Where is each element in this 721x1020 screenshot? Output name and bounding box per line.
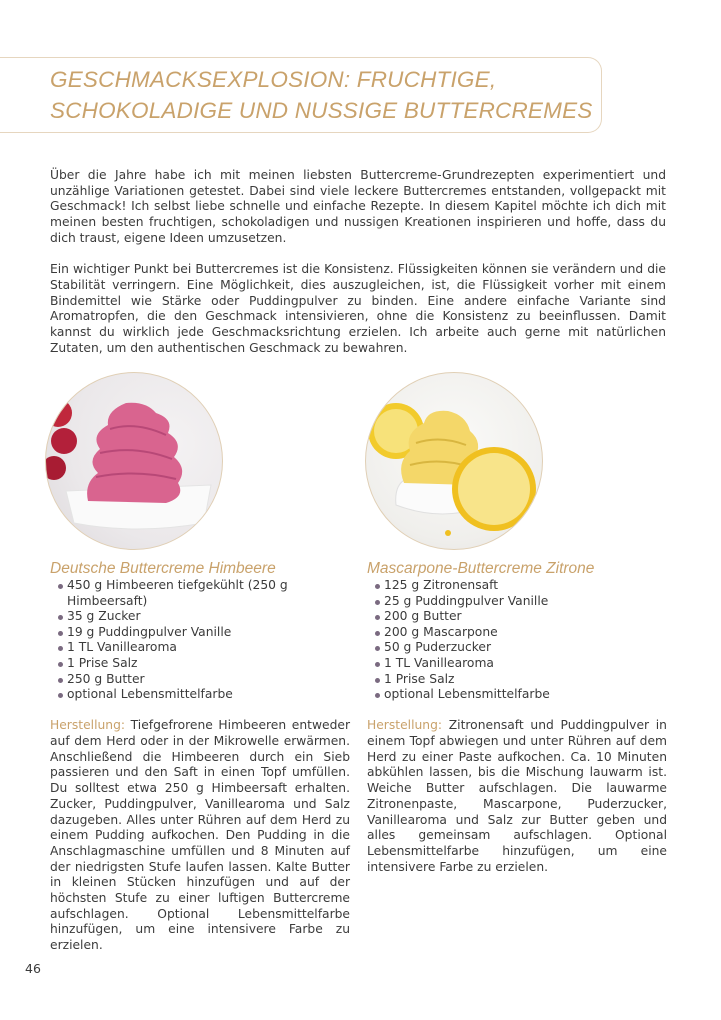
intro-text [50, 168, 666, 372]
list-item: optional Lebensmittelfarbe [375, 687, 667, 703]
lemon-buttercream-photo [365, 372, 543, 550]
list-item: 35 g Zucker [58, 609, 350, 625]
list-item: 200 g Mascarpone [375, 625, 667, 641]
preparation-label: Herstellung: [367, 718, 443, 733]
list-item: 250 g Butter [58, 672, 350, 688]
title-line-1: GESCHMACKSEXPLOSION: FRUCHTIGE, [50, 67, 497, 92]
list-item: 450 g Himbeeren tiefgekühlt (250 g Himbeersaft) [58, 578, 350, 609]
ingredient-list [375, 578, 667, 703]
list-item: 1 TL Vanillearoma [58, 640, 350, 656]
recipe-title: Mascarpone-Buttercreme Zitrone [367, 560, 595, 577]
preparation-body: Zitronensaft und Puddingpulver in einem Topf abwiegen und unter Rühren auf dem Herd zu einer Paste aufkochen. Ca. 10 Minuten abkühlen lassen, bis die Mischung lauwarm ist. Weiche Butter aufschlagen. Die lauwarme Zitronenpaste, Mascarpone, Puderzucker, Vanillearoma und Salz zur Butter geben und alles gemeinsam aufschlagen. Optional Lebensmittelfarbe hinzufügen, um eine intensivere Farbe zu erzielen. [367, 718, 667, 874]
recipe-title: Deutsche Buttercreme Himbeere [50, 560, 276, 577]
list-item: 200 g Butter [375, 609, 667, 625]
recipe-raspberry [50, 560, 350, 954]
preparation-body: Tiefgefrorene Himbeeren entweder auf dem Herd oder in der Mikrowelle erwärmen. Anschließend die Himbeeren durch ein Sieb passieren und den Saft in einen Topf umfüllen. Du solltest etwa 250 g Himbeersaft erhalten. Zucker, Puddingpulver, Vanillearoma und Salz dazugeben. Alles unter Rühren auf dem Herd zu einem Pudding aufkochen. Den Pudding in die Anschlagmaschine umfüllen und 8 Minuten auf der niedrigsten Stufe laufen lassen. Kalte Butter in kleinen Stücken hinzufügen und auf der höchsten Stufe zu einer luftigen Buttercreme aufschlagen. Optional Lebensmittelfarbe hinzufügen, um eine intensivere Farbe zu erzielen. [50, 718, 350, 953]
title-line-2: SCHOKOLADIGE UND NUSSIGE BUTTERCREMES [50, 98, 593, 123]
intro-paragraph: Über die Jahre habe ich mit meinen liebsten Buttercreme-Grundrezepten experimentiert und unzählige Variationen getestet. Dabei sind viele leckere Buttercremes entstanden, vollgepackt mit Geschmack! Ich selbst liebe schnelle und einfache Rezepte. In diesem Kapitel möchte ich dich mit meinen besten fruchtigen, schokoladigen und nussigen Kreationen inspirieren und hoffe, dass du dich traust, eigene Ideen umzusetzen. [50, 168, 666, 245]
page-number: 46 [25, 961, 41, 976]
recipe-lemon [367, 560, 667, 875]
list-item: 125 g Zitronensaft [375, 578, 667, 594]
preparation-label: Herstellung: [50, 718, 126, 733]
list-item: 19 g Puddingpulver Vanille [58, 625, 350, 641]
ingredient-list [58, 578, 350, 703]
intro-paragraph: Ein wichtiger Punkt bei Buttercremes ist die Konsistenz. Flüssigkeiten können sie verändern und die Stabilität verringern. Eine Möglichkeit, dies auszugleichen, ist, die Flüssigkeit vorher mit einem Bindemittel wie Stärke oder Puddingpulver zu binden. Eine andere einfache Variante sind Aromatropfen, die den Geschmack intensivieren, ohne die Konsistenz zu beeinflussen. Damit kannst du wirklich jede Geschmacksrichtung erzielen. Ich arbeite auch gerne mit natürlichen Zutaten, um den authentischen Geschmack zu bewahren. [50, 262, 666, 355]
raspberry-buttercream-photo [45, 372, 223, 550]
list-item: 1 Prise Salz [58, 656, 350, 672]
preparation-text [50, 718, 350, 954]
list-item: optional Lebensmittelfarbe [58, 687, 350, 703]
preparation-text [367, 718, 667, 875]
list-item: 50 g Puderzucker [375, 640, 667, 656]
list-item: 1 TL Vanillearoma [375, 656, 667, 672]
page-title [50, 64, 592, 126]
list-item: 25 g Puddingpulver Vanille [375, 594, 667, 610]
list-item: 1 Prise Salz [375, 672, 667, 688]
